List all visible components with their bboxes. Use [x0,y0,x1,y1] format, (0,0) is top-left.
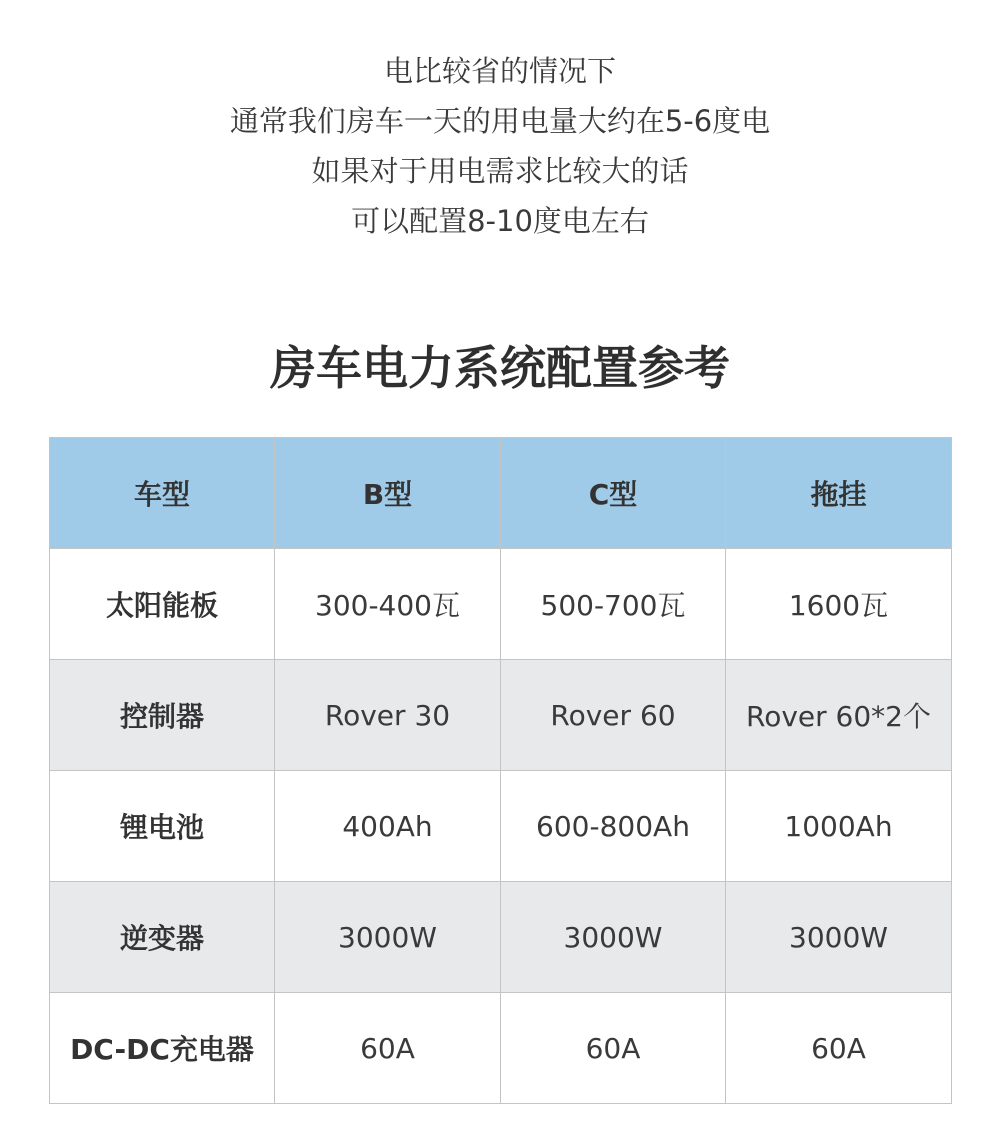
row-label: DC-DC充电器 [50,993,275,1104]
table-cell: 60A [275,993,501,1104]
row-label: 太阳能板 [50,549,275,660]
header-b-type: B型 [275,438,501,549]
table-header-row [50,438,952,549]
intro-line-4: 可以配置8-10度电左右 [351,204,649,238]
table-cell: 300-400瓦 [275,549,501,660]
section-title: 房车电力系统配置参考 [270,341,730,395]
intro-text-block [0,46,1000,246]
table-cell: Rover 60 [501,660,726,771]
power-config-table [49,437,952,1104]
table-cell: 3000W [275,882,501,993]
table-cell: 400Ah [275,771,501,882]
table-row-lithium-battery [50,771,952,882]
table-cell: 60A [501,993,726,1104]
header-trailer: 拖挂 [726,438,952,549]
table-row-controller [50,660,952,771]
table-row-inverter [50,882,952,993]
table-cell: 1000Ah [726,771,952,882]
intro-line-1: 电比较省的情况下 [383,54,616,88]
intro-line-2: 通常我们房车一天的用电量大约在5-6度电 [229,104,771,138]
table-cell: Rover 30 [275,660,501,771]
row-label: 逆变器 [50,882,275,993]
header-vehicle-type: 车型 [50,438,275,549]
header-c-type: C型 [501,438,726,549]
intro-line-3: 如果对于用电需求比较大的话 [311,154,689,188]
table-cell: 1600瓦 [726,549,952,660]
row-label: 控制器 [50,660,275,771]
table-cell: Rover 60*2个 [726,660,952,771]
table-cell: 60A [726,993,952,1104]
table-cell: 3000W [501,882,726,993]
table-row-solar-panel [50,549,952,660]
table-row-dcdc-charger [50,993,952,1104]
table-cell: 3000W [726,882,952,993]
table-cell: 600-800Ah [501,771,726,882]
table-cell: 500-700瓦 [501,549,726,660]
row-label: 锂电池 [50,771,275,882]
